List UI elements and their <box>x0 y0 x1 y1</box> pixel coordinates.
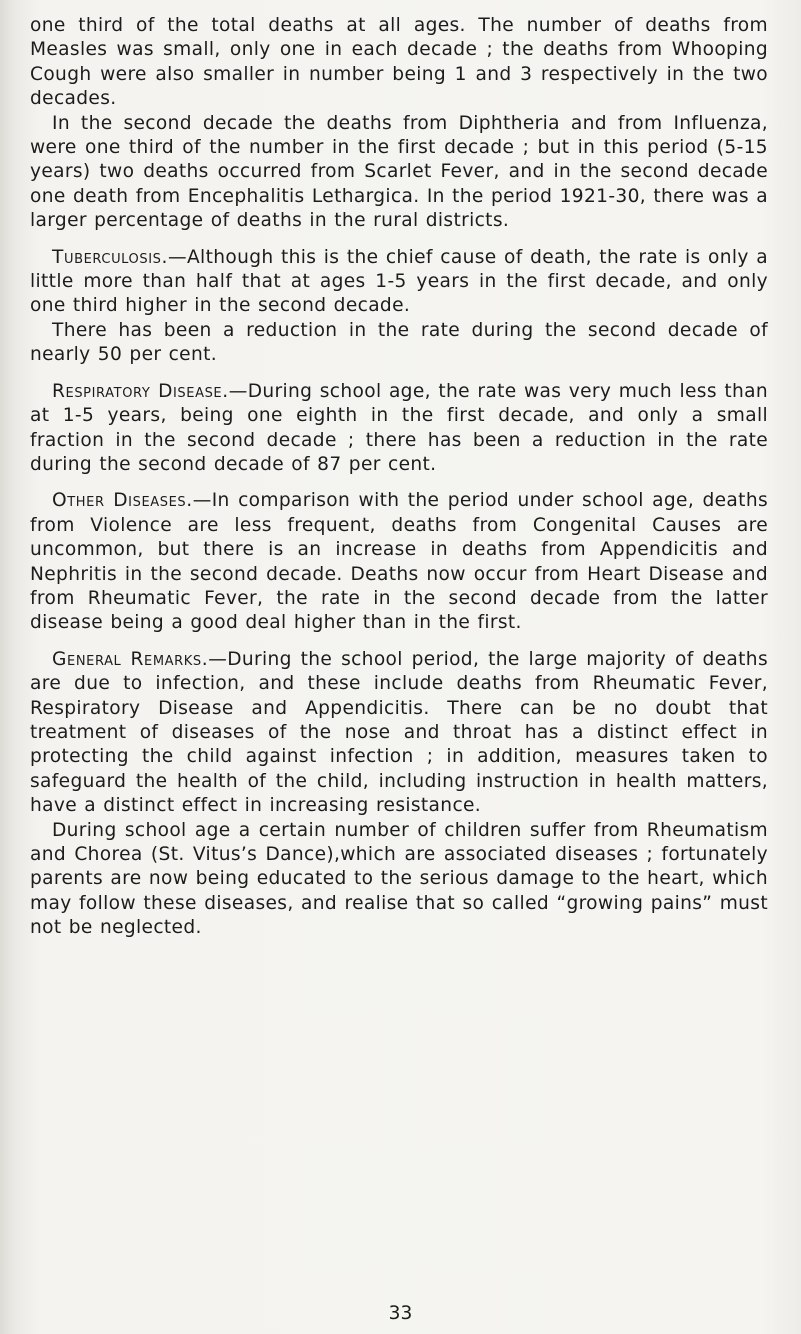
paragraph-text: In the second decade the deaths from Diphtheria and from Influenza, were one third of the number in the first decade ; but in this period (5-15 years) two deaths occurred from Scarlet Fever, and in the second decade one death from Encephalitis Lethargica. In the period 1921-30, there was a larger percentage of deaths in the rural districts. <box>30 112 768 232</box>
paragraph-text: —Although this is the chief cause of death, the rate is only a little more than half that at ages 1-5 years in the first decade, and only one third higher in the second decade. <box>30 246 768 317</box>
paragraph-text: During school age a certain number of children suffer from Rheumatism and Chorea (St. Vitus’s Dance),which are associated diseases ; fortunately parents are now being educated to the serious damage to the heart, which may follow these diseases, and realise that so called “growing pains” must not be neglected. <box>30 819 768 939</box>
body-text <box>30 14 768 941</box>
section-heading: General Remarks. <box>52 648 209 670</box>
paragraph-rheumatism <box>30 819 768 941</box>
paragraph-reduction <box>30 319 768 368</box>
paragraph-continuation <box>30 14 768 112</box>
paragraph-text: —During the school period, the large majority of deaths are due to infection, and these include deaths from Rheumatic Fever, Respiratory Disease and Appendicitis. There can be no doubt that treatment of diseases of the nose and throat has a distinct effect in protecting the child against infection ; in addition, measures taken to safeguard the health of the child, including instruction in health matters, have a distinct effect in increasing resistance. <box>30 648 768 817</box>
paragraph-text: —During school age, the rate was very much less than at 1-5 years, being one eighth in the first decade, and only a small fraction in the second decade ; there has been a reduction in the rate during the second decade of 87 per cent. <box>30 380 768 475</box>
section-tuberculosis <box>30 246 768 319</box>
page-number: 33 <box>388 1303 413 1324</box>
paragraph-second-decade <box>30 112 768 234</box>
section-general-remarks <box>30 648 768 819</box>
paragraph-text: one third of the total deaths at all ages. The number of deaths from Measles was small, only one in each decade ; the deaths from Whooping Cough were also smaller in number being 1 and 3 respectively in the two decades. <box>30 15 768 110</box>
section-heading: Tuberculosis. <box>52 246 169 268</box>
section-respiratory-disease <box>30 380 768 478</box>
paragraph-text: There has been a reduction in the rate during the second decade of nearly 50 per cent. <box>30 319 768 366</box>
section-heading: Other Diseases. <box>52 490 193 512</box>
paragraph-text: —In comparison with the period under school age, deaths from Violence are less frequent, deaths from Congenital Causes are uncommon, but there is an increase in deaths from Appendicitis and Nephritis in the second decade. Deaths now occur from Heart Disease and from Rheumatic Fever, the rate in the second decade from the latter disease being a good deal higher than in the first. <box>30 490 768 634</box>
section-other-diseases <box>30 489 768 635</box>
section-heading: Respiratory Disease. <box>52 380 229 402</box>
